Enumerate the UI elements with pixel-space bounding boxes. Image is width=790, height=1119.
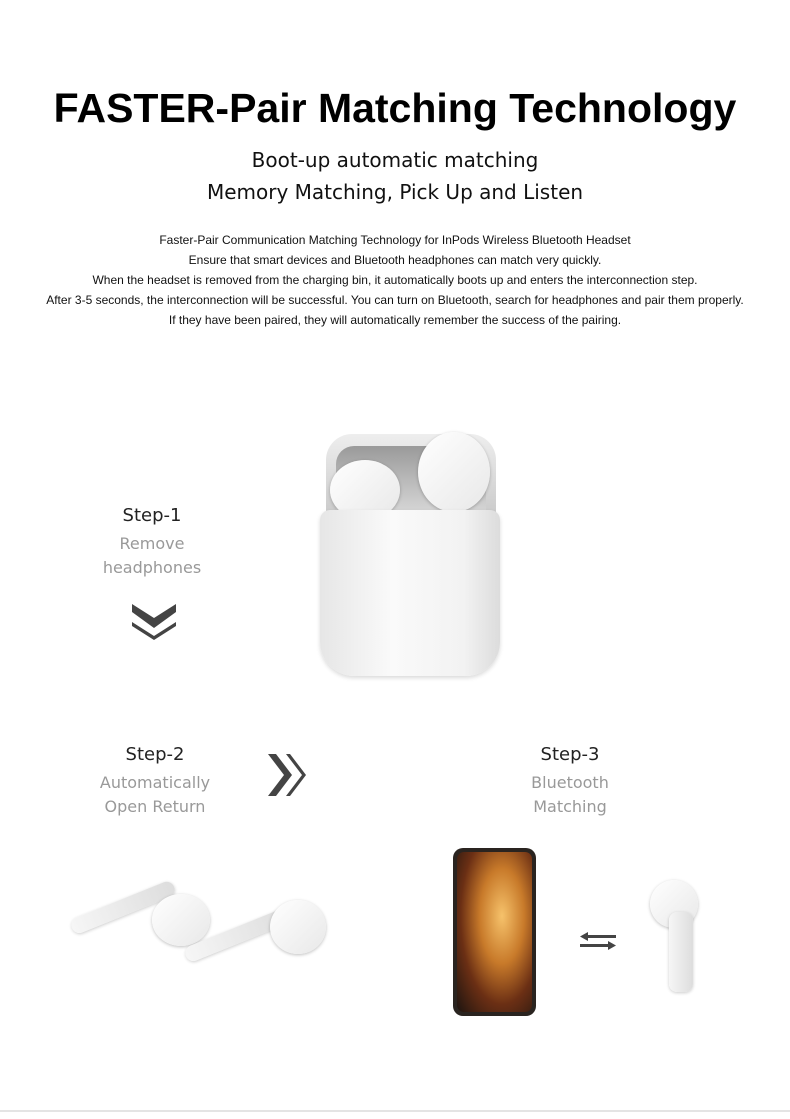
description-line: After 3-5 seconds, the interconnection will be successful. You can turn on Bluetooth, search for headphones and pair them properly. [46, 293, 744, 307]
step-description: Automatically Open Return [99, 773, 211, 816]
step-2 [55, 744, 255, 819]
step-label: Step-1 [122, 505, 182, 526]
chevron-double-down-icon [130, 602, 178, 640]
description-line: Ensure that smart devices and Bluetooth headphones can match very quickly. [188, 253, 602, 267]
chevron-double-right-icon [268, 752, 306, 798]
step-label: Step-3 [540, 744, 600, 765]
step-1 [52, 505, 252, 580]
description-line: When the headset is removed from the charging bin, it automatically boots up and enters the interconnection step. [92, 273, 698, 287]
step-description: Bluetooth Matching [531, 773, 609, 816]
divider [0, 1110, 790, 1112]
smartphone-image [453, 848, 536, 1016]
description-line: If they have been paired, they will automatically remember the success of the pairing. [168, 313, 622, 327]
step-label: Step-2 [125, 744, 185, 765]
swap-arrows-icon [580, 932, 616, 950]
subtitle-1: Boot-up automatic matching [251, 148, 539, 172]
step-description: Remove headphones [102, 534, 202, 577]
subtitle-2: Memory Matching, Pick Up and Listen [206, 180, 584, 204]
description-line: Faster-Pair Communication Matching Technology for InPods Wireless Bluetooth Headset [159, 233, 631, 247]
page-title: FASTER-Pair Matching Technology [53, 85, 737, 131]
description [0, 230, 790, 330]
step-3 [470, 744, 670, 819]
